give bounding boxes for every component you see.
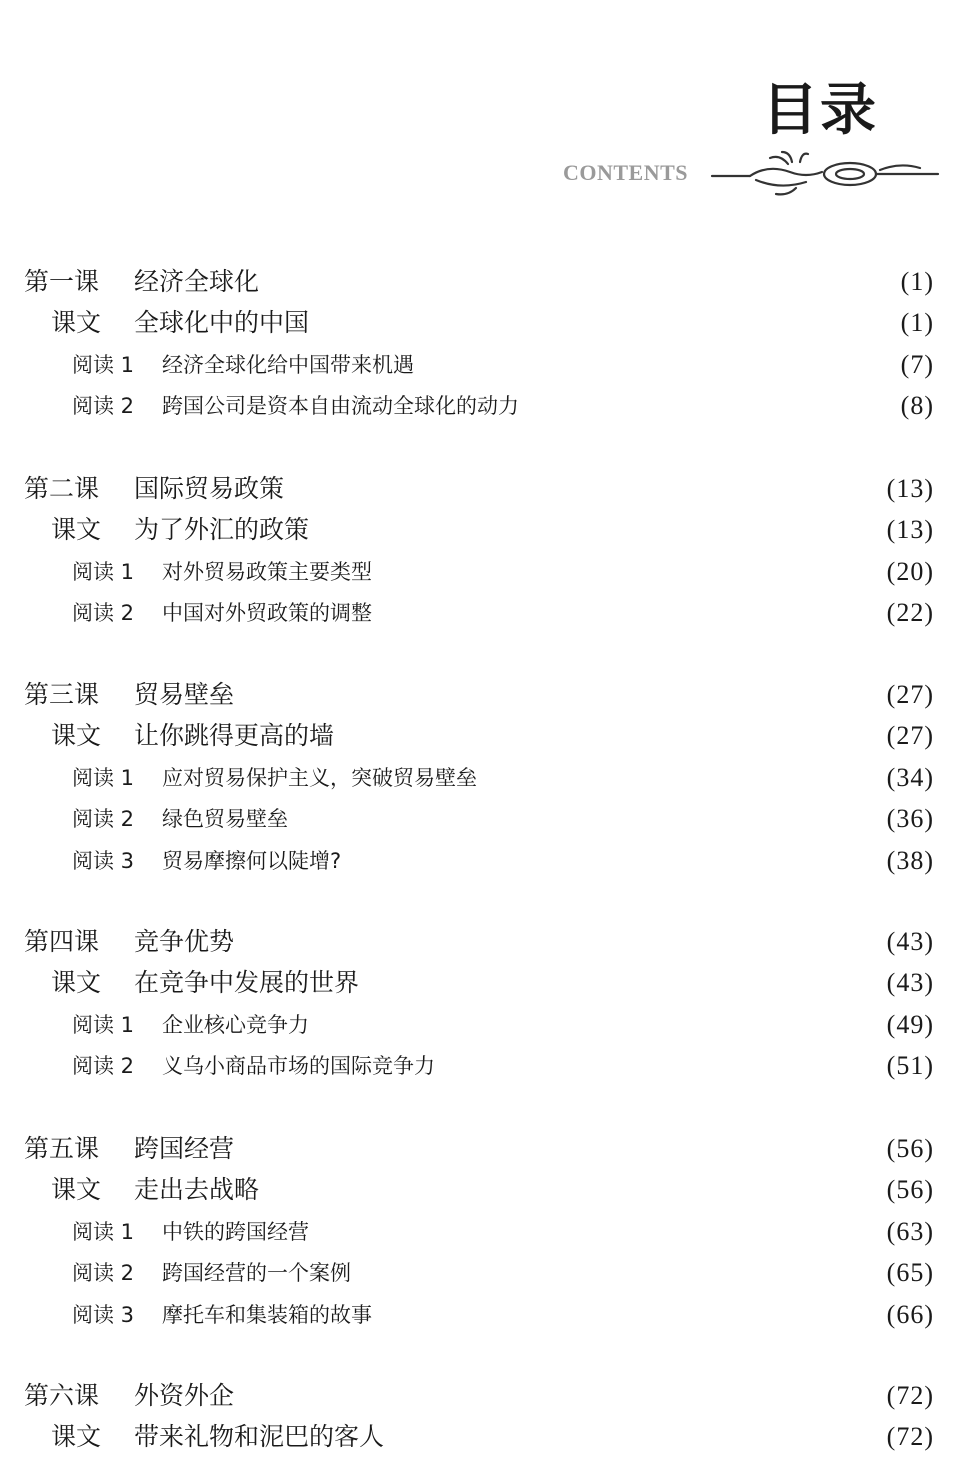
lesson-title: 国际贸易政策 bbox=[134, 474, 285, 503]
reading-title: 经济全球化给中国带来机遇 bbox=[162, 352, 414, 377]
reading-title: 贸易摩擦何以陡增? bbox=[162, 848, 342, 873]
reading-page: (8) bbox=[900, 391, 934, 421]
lesson-title: 经济全球化 bbox=[134, 267, 260, 296]
reading-title: 跨国经营的一个案例 bbox=[162, 1261, 351, 1286]
lesson-title: 外资外企 bbox=[134, 1381, 235, 1410]
reading-page: (36) bbox=[886, 804, 934, 834]
reading-entry bbox=[0, 843, 960, 879]
lesson-label: 第二课 bbox=[24, 474, 100, 503]
reading-label: 阅读 1 bbox=[72, 559, 135, 584]
reading-title: 中国对外贸政策的调整 bbox=[162, 601, 372, 626]
reading-page: (38) bbox=[886, 845, 934, 875]
reading-label: 阅读 3 bbox=[72, 848, 135, 873]
reading-page: (65) bbox=[886, 1258, 934, 1288]
reading-entry bbox=[0, 1214, 960, 1250]
lesson-page: (56) bbox=[886, 1134, 934, 1163]
lesson-label: 第一课 bbox=[24, 267, 100, 296]
scroll-flourish-icon bbox=[710, 150, 940, 200]
reading-page: (49) bbox=[886, 1009, 934, 1039]
text-entry bbox=[0, 965, 960, 1001]
reading-title: 对外贸易政策主要类型 bbox=[162, 559, 372, 584]
text-page: (27) bbox=[886, 721, 934, 751]
reading-title: 义乌小商品市场的国际竞争力 bbox=[162, 1054, 435, 1079]
lesson-page: (43) bbox=[886, 927, 934, 956]
reading-page: (22) bbox=[886, 598, 934, 628]
reading-label: 阅读 3 bbox=[72, 1302, 135, 1327]
text-page: (56) bbox=[886, 1175, 934, 1205]
text-title: 带来礼物和泥巴的客人 bbox=[134, 1422, 385, 1452]
reading-title: 跨国公司是资本自由流动全球化的动力 bbox=[162, 394, 519, 419]
text-title: 为了外汇的政策 bbox=[134, 515, 310, 545]
lesson-label: 第三课 bbox=[24, 680, 100, 709]
lesson-page: (1) bbox=[900, 267, 934, 296]
lesson-page: (72) bbox=[886, 1381, 934, 1410]
lesson-page: (27) bbox=[886, 680, 934, 709]
toc-header bbox=[0, 0, 960, 220]
lesson-entry bbox=[0, 264, 960, 300]
reading-label: 阅读 2 bbox=[72, 1261, 135, 1286]
lesson-label: 第六课 bbox=[24, 1381, 100, 1410]
text-label: 课文 bbox=[51, 721, 102, 751]
lesson-title: 贸易壁垒 bbox=[134, 680, 235, 709]
reading-label: 阅读 2 bbox=[72, 1054, 135, 1079]
text-page: (72) bbox=[886, 1422, 934, 1452]
lesson-label: 第五课 bbox=[24, 1134, 100, 1163]
reading-label: 阅读 1 bbox=[72, 1012, 135, 1037]
contents-subtitle: CONTENTS bbox=[563, 160, 689, 185]
text-title: 走出去战略 bbox=[134, 1175, 260, 1205]
reading-title: 应对贸易保护主义，突破贸易壁垒 bbox=[162, 765, 477, 790]
reading-page: (20) bbox=[886, 556, 934, 586]
text-title: 在竞争中发展的世界 bbox=[134, 968, 360, 998]
reading-label: 阅读 2 bbox=[72, 601, 135, 626]
reading-entry bbox=[0, 554, 960, 590]
reading-page: (63) bbox=[886, 1216, 934, 1246]
text-label: 课文 bbox=[51, 1422, 102, 1452]
reading-label: 阅读 2 bbox=[72, 394, 135, 419]
reading-title: 摩托车和集装箱的故事 bbox=[162, 1302, 372, 1327]
reading-label: 阅读 1 bbox=[72, 1219, 135, 1244]
reading-label: 阅读 1 bbox=[72, 352, 135, 377]
reading-entry bbox=[0, 760, 960, 796]
reading-page: (7) bbox=[900, 349, 934, 379]
reading-title: 企业核心竞争力 bbox=[162, 1012, 309, 1037]
text-label: 课文 bbox=[51, 308, 102, 338]
page-title: 目录 bbox=[762, 77, 878, 143]
lesson-title: 竞争优势 bbox=[134, 927, 235, 956]
text-page: (43) bbox=[886, 968, 934, 998]
lesson-entry bbox=[0, 1378, 960, 1414]
reading-entry bbox=[0, 347, 960, 383]
text-title: 让你跳得更高的墙 bbox=[134, 721, 335, 751]
text-page: (1) bbox=[900, 308, 934, 338]
lesson-title: 跨国经营 bbox=[134, 1134, 235, 1163]
lesson-entry bbox=[0, 677, 960, 713]
reading-entry bbox=[0, 1007, 960, 1043]
text-entry bbox=[0, 305, 960, 341]
reading-page: (66) bbox=[886, 1299, 934, 1329]
text-entry bbox=[0, 718, 960, 754]
reading-label: 阅读 1 bbox=[72, 765, 135, 790]
reading-entry bbox=[0, 1048, 960, 1084]
text-label: 课文 bbox=[51, 515, 102, 545]
text-label: 课文 bbox=[51, 1175, 102, 1205]
lesson-label: 第四课 bbox=[24, 927, 100, 956]
reading-page: (51) bbox=[886, 1051, 934, 1081]
reading-entry bbox=[0, 801, 960, 837]
text-entry bbox=[0, 512, 960, 548]
reading-title: 中铁的跨国经营 bbox=[162, 1219, 309, 1244]
lesson-entry bbox=[0, 471, 960, 507]
text-entry bbox=[0, 1419, 960, 1455]
reading-title: 绿色贸易壁垒 bbox=[162, 807, 288, 832]
text-page: (13) bbox=[886, 515, 934, 545]
lesson-entry bbox=[0, 1131, 960, 1167]
reading-entry bbox=[0, 1297, 960, 1333]
text-entry bbox=[0, 1172, 960, 1208]
reading-entry bbox=[0, 388, 960, 424]
lesson-page: (13) bbox=[886, 474, 934, 503]
reading-page: (34) bbox=[886, 762, 934, 792]
reading-label: 阅读 2 bbox=[72, 807, 135, 832]
reading-entry bbox=[0, 1255, 960, 1291]
text-title: 全球化中的中国 bbox=[134, 308, 310, 338]
reading-entry bbox=[0, 595, 960, 631]
text-label: 课文 bbox=[51, 968, 102, 998]
lesson-entry bbox=[0, 924, 960, 960]
